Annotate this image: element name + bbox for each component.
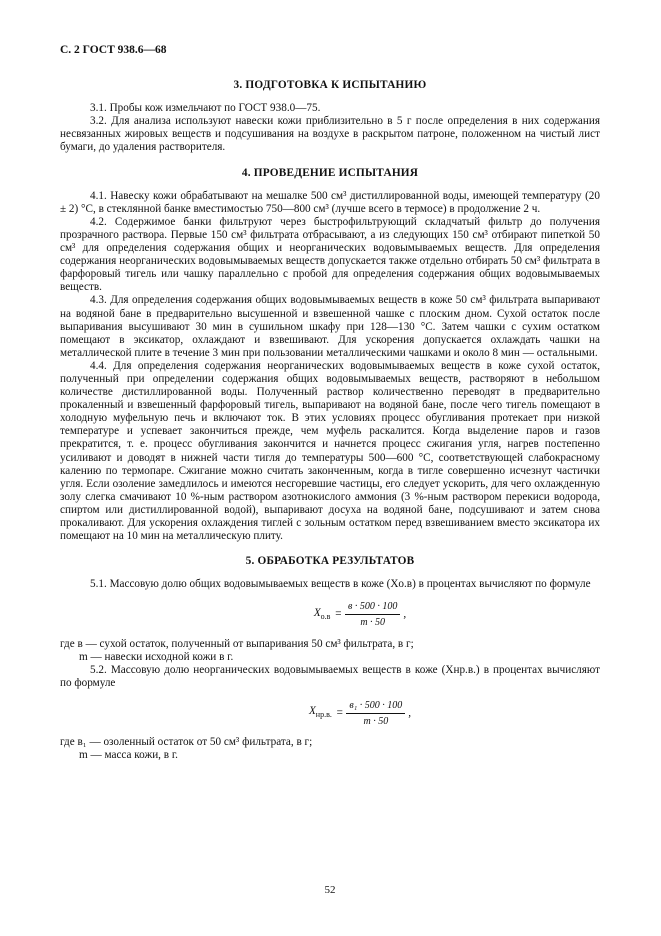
section-4-title: 4. ПРОВЕДЕНИЕ ИСПЫТАНИЯ	[241, 166, 419, 179]
paragraph-4-1: 4.1. Навеску кожи обрабатывают на мешалке 500 см³ дистиллированной воды, имеющей температуру (20 ± 2) °С, в стеклянной банке вместимостью 750—800 см³ (лучше всего в термосе) в продолжение 2 ч.	[60, 189, 600, 215]
formula-1-denominator: m · 50	[360, 617, 386, 629]
paragraph-4-4: 4.4. Для определения содержания неорганических водовымываемых веществ в коже сухой остаток, полученный при определении содержания общих водовымываемых веществ, растворяют в небольшом количестве дистиллированной воды. Полученный раствор количественно переводят в предварительно прокаленный и взвешенный фарфоровый тигель, выпаривают на водяной бане, после чего тигель помещают в холодную муфельную печь и включают ток. В этих условиях процесс обугливания протекает при низкой температуре и успевает закончиться прежде, чем муфель раскалится. Когда выделение паров и газов прекратится, т. е. процесс обугливания закончится и начнется процесс сжигания угля, нагрев постепенно усиливают и доводят в нижней части тигля до температуры 500—600 °С, соответствующей слабокрасному калению по термопаре. Сжигание можно считать законченным, когда в тигле совершенно исчезнут частички угля. Если озоление замедлилось и имеются несгоревшие частицы, его следует ускорить, для чего охлажденную золу слегка смачивают 10 %-ным раствором азотнокислого аммония (3 %-ным раствором перекиси водорода, спиртом или дистиллированной водой), выпаривают досуха на водяной бане, подсушивают и затем снова прокаливают. Для ускорения охлаждения тиглей с зольным остатком перед взвешиванием вместо эксикатора их помещают на 10 мин на металлическую плиту.	[60, 359, 600, 543]
paragraph-3-2: 3.2. Для анализа используют навески кожи приблизительно в 5 г после определения в них содержания несвязанных жировых веществ и подсушивания на воздухе в раскрытом патроне, положенном на чистый лист бумаги, до удаления растворителя.	[60, 115, 600, 154]
where-2a: где в₁ — озоленный остаток от 50 см³ фильтрата, в г;	[60, 736, 313, 749]
formula-2: $X_{нр.в.}$ = $\frac{\text{в₁ · 500 · 100}}{m \cdot 50}$ ,	[308, 699, 412, 728]
where-2b: m — масса кожи, в г.	[79, 749, 178, 762]
formula-1-fraction	[345, 600, 400, 629]
paragraph-3-1: 3.1. Пробы кож измельчают по ГОСТ 938.0—75.	[90, 102, 321, 115]
formula-2-fraction	[346, 699, 405, 728]
document-page	[60, 44, 600, 896]
formula-1-subscript: о.в	[320, 612, 331, 622]
section-3	[60, 79, 600, 154]
section-5	[60, 555, 600, 762]
formula-2-denominator: m · 50	[363, 716, 389, 728]
formula-2-numerator: в₁ · 500 · 100	[346, 699, 405, 714]
section-5-title: 5. ОБРАБОТКА РЕЗУЛЬТАТОВ	[245, 555, 415, 568]
paragraph-4-3: 4.3. Для определения содержания общих водовымываемых веществ в коже 50 см³ фильтрата выпаривают на водяной бане в предварительно высушенной и взвешенной чашке с плоским дном. Сухой остаток после выпаривания высушивают 30 мин в сушильном шкафу при 128—130 °С. Затем чашки с сухим остатком помещают в эксикатор, охлаждают и взвешивают. Для ускорения допускается охлаждать чашки на металлической плите в течение 3 мин при пользовании металлическими чашками и около 8 мин — остальными.	[60, 294, 600, 359]
where-1a: где в — сухой остаток, полученный от выпаривания 50 см³ фильтрата, в г;	[60, 637, 414, 650]
paragraph-4-2: 4.2. Содержимое банки фильтруют через быстрофильтрующий складчатый фильтр до получения прозрачного раствора. Первые 150 см³ фильтрата отбрасывают, а из следующих 150 см³ отбирают пипеткой 50 см³ для определения содержания общих и неорганических водовымываемых веществ. Для определения содержания неорганических водовымываемых веществ допускается также отдельно отбирать 50 см³ фильтрата в фарфоровый тигель или чашку параллельно с пробой для определения содержания общих водовымываемых веществ.	[60, 215, 600, 294]
paragraph-5-1: 5.1. Массовую долю общих водовымываемых веществ в коже (Xо.в) в процентах вычисляют по формуле	[90, 578, 591, 591]
section-4	[60, 167, 600, 544]
paragraph-5-2: 5.2. Массовую долю неорганических водовымываемых веществ в коже (Xнр.в.) в процентах вычисляют по формуле	[60, 663, 600, 689]
formula-2-subscript: нр.в.	[315, 710, 332, 720]
formula-2-lhs: X	[308, 705, 316, 718]
formula-1-lhs: X	[313, 606, 321, 619]
section-3-title: 3. ПОДГОТОВКА К ИСПЫТАНИЮ	[233, 79, 427, 92]
formula-1: $X_{о.в}$ = $\frac{в \cdot 500 \cdot 100}{m \cdot 50}$ ,	[313, 601, 407, 629]
formula-1-numerator: в · 500 · 100	[345, 600, 400, 615]
page-header: С. 2 ГОСТ 938.6—68	[60, 44, 167, 56]
page-number: 52	[324, 884, 336, 896]
where-1b: m — навески исходной кожи в г.	[79, 650, 234, 663]
